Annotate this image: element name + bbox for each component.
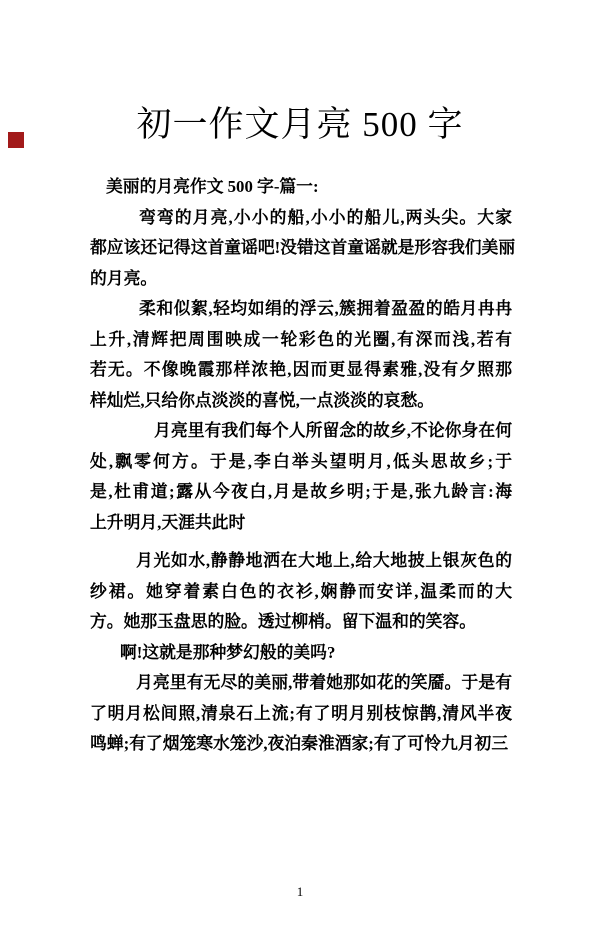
text-line: 月亮里有我们每个人所留念的故乡,不论你身在何 bbox=[154, 421, 512, 440]
red-corner-marker bbox=[8, 132, 24, 148]
paragraphs bbox=[90, 203, 516, 760]
text-line: 啊!这就是那种梦幻般的美吗? bbox=[120, 642, 336, 662]
text-line: 弯弯的月亮,小小的船,小小的船儿,两头尖。大家 bbox=[139, 207, 512, 227]
text-line: 了明月松间照,清泉石上流;有了明月别枝惊鹊,清风半夜 bbox=[90, 703, 512, 723]
paragraph bbox=[90, 668, 512, 760]
page-number: 1 bbox=[296, 884, 304, 899]
text-line: 上升,清辉把周围映成一轮彩色的光圈,有深而浅,若有 bbox=[90, 329, 512, 349]
paragraph bbox=[90, 638, 512, 669]
section-heading: 美丽的月亮作文 500 字-篇一: bbox=[106, 177, 319, 196]
text-line: 的月亮。 bbox=[90, 268, 158, 288]
paragraph bbox=[90, 546, 512, 638]
text-line: 上升明月,天涯共此时 bbox=[90, 512, 246, 532]
text-line: 样灿烂,只给你点淡淡的喜悦,一点淡淡的哀愁。 bbox=[90, 390, 435, 410]
document-body bbox=[90, 172, 516, 760]
text-line: 方。她那玉盘思的脸。透过柳梢。留下温和的笑容。 bbox=[90, 612, 476, 631]
text-line: 是,杜甫道;露从今夜白,月是故乡明;于是,张九龄言:海 bbox=[90, 482, 512, 501]
text-line: 处,飘零何方。于是,李白举头望明月,低头思故乡;于 bbox=[90, 451, 512, 471]
paragraph bbox=[90, 416, 512, 538]
text-line: 都应该还记得这首童谣吧!没错这首童谣就是形容我们美丽 bbox=[90, 238, 516, 257]
text-line: 若无。不像晚霞那样浓艳,因而更显得素雅,没有夕照那 bbox=[90, 360, 512, 379]
text-line: 纱裙。她穿着素白色的衣衫,娴静而安详,温柔而的大 bbox=[90, 581, 512, 601]
paragraph bbox=[90, 294, 512, 416]
page-title: 初一作文月亮 500 字 bbox=[136, 105, 464, 144]
text-line: 月亮里有无尽的美丽,带着她那如花的笑靥。于是有 bbox=[136, 673, 512, 692]
text-line: 月光如水,静静地洒在大地上,给大地披上银灰色的 bbox=[136, 551, 512, 570]
text-line: 鸣蝉;有了烟笼寒水笼沙,夜泊秦淮酒家;有了可怜九月初三 bbox=[90, 734, 509, 753]
paragraph bbox=[90, 203, 516, 295]
text-line: 柔和似絮,轻均如绢的浮云,簇拥着盈盈的皓月冉冉 bbox=[139, 299, 512, 318]
